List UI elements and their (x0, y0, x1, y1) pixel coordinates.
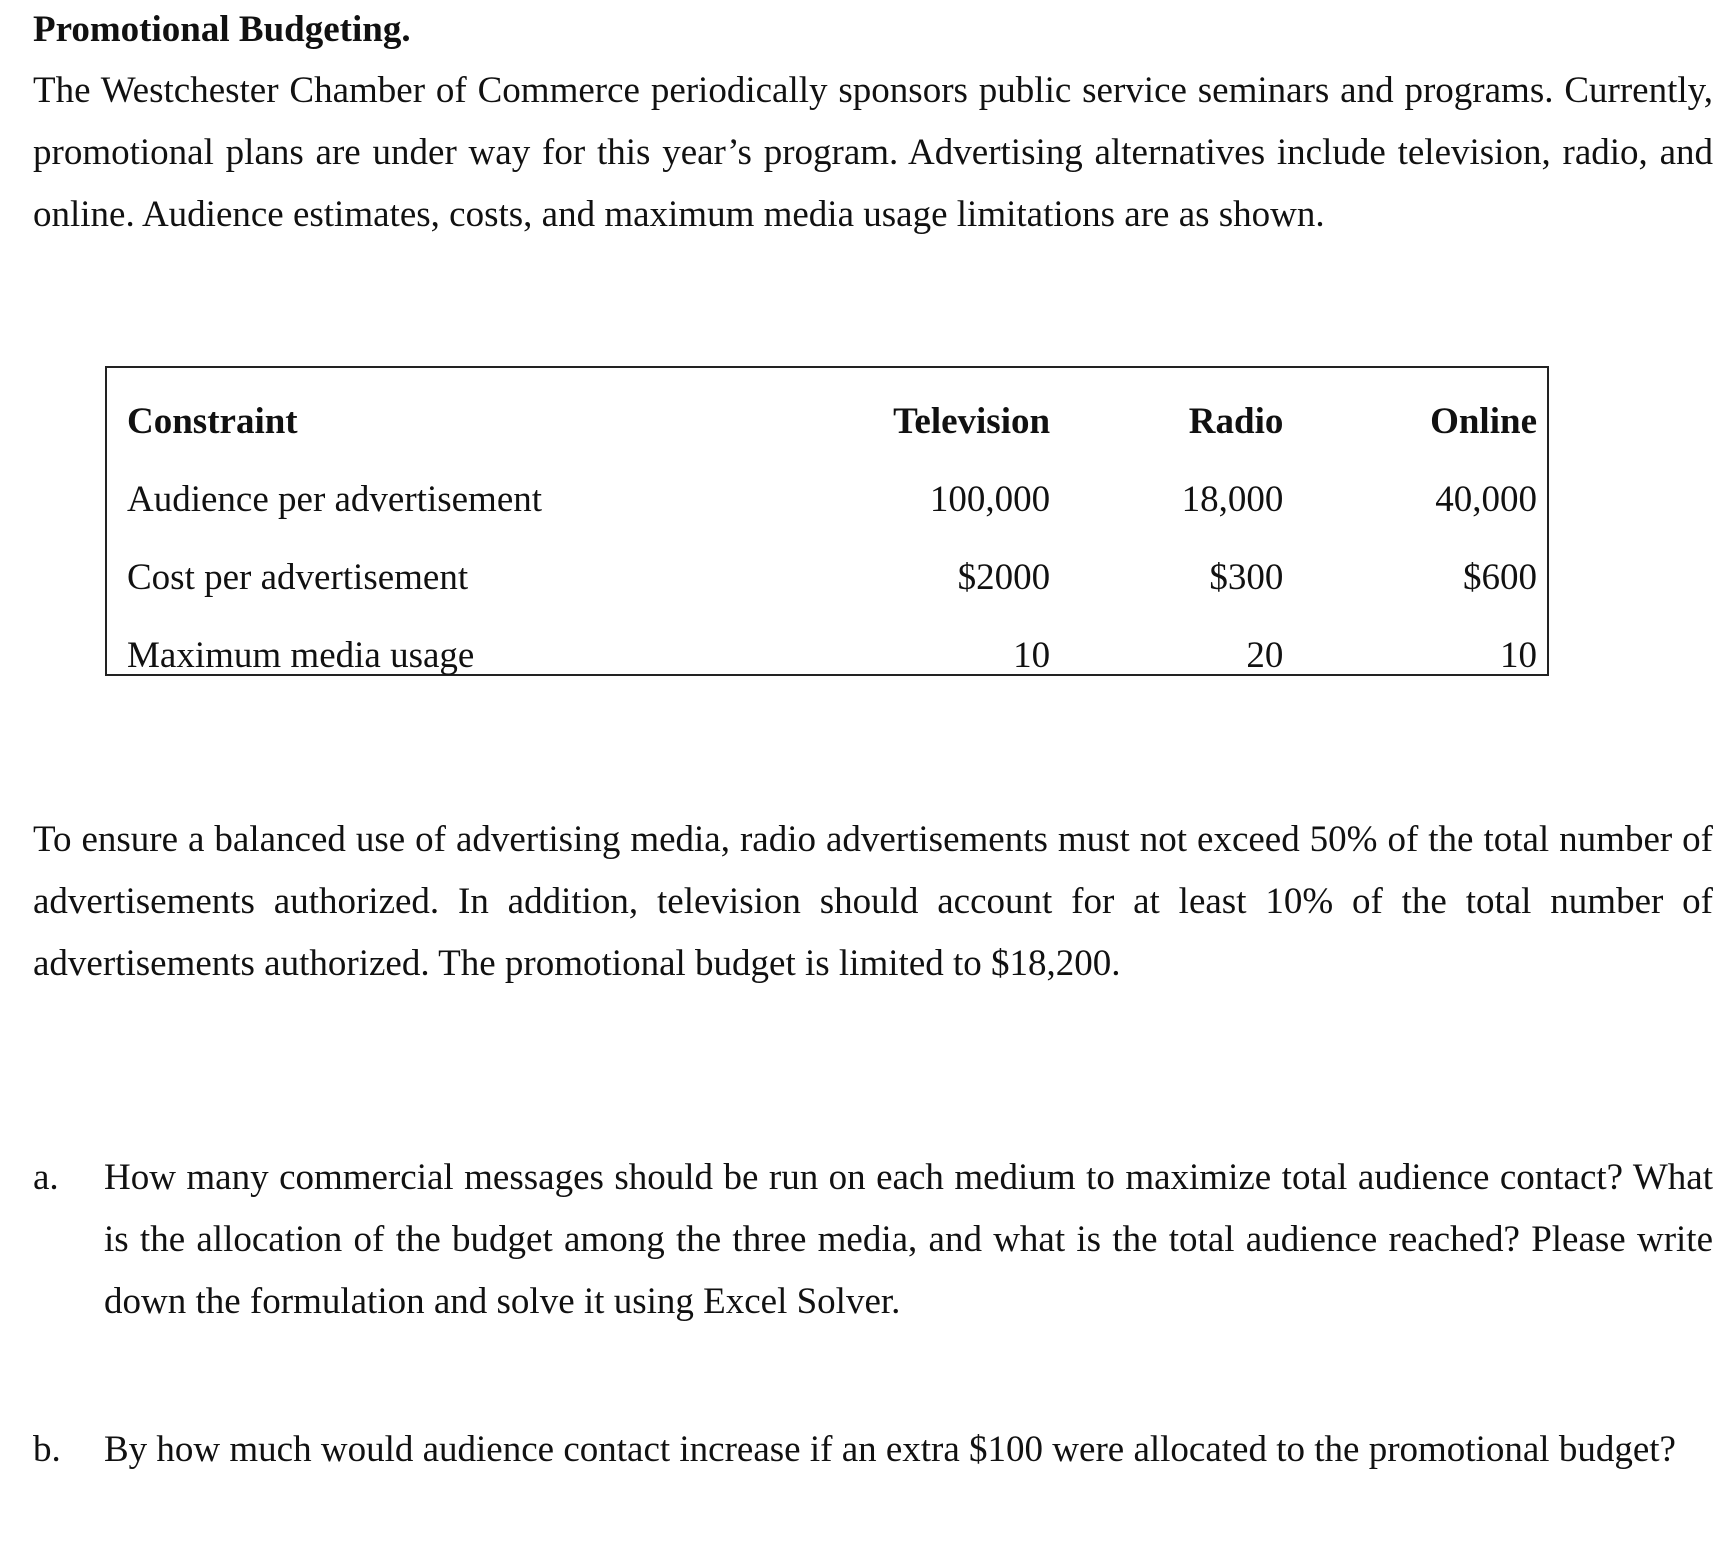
header-television: Television (893, 400, 1051, 442)
intro-paragraph: The Westchester Chamber of Commerce periodically sponsors public service seminars and programs. Currently, promotional plans are under way for this year’s program. Advertising alternatives include television, radio, and online. Audience estimates, costs, and maximum media usage limitations are as shown. (33, 70, 1713, 235)
cell-radio: 18,000 (1181, 478, 1284, 520)
media-constraints-table (127, 382, 1537, 694)
row-label: Cost per advertisement (127, 556, 469, 598)
header-online: Online (1430, 400, 1537, 442)
cell-radio: $300 (1209, 556, 1284, 598)
cell-television: $2000 (957, 556, 1051, 598)
header-constraint: Constraint (127, 400, 298, 442)
table-header-row (127, 382, 1537, 460)
cell-online: $600 (1463, 556, 1537, 598)
table-row (127, 460, 1537, 538)
question-marker: b. (33, 1429, 61, 1470)
cell-online: 10 (1500, 634, 1537, 676)
question-marker: a. (33, 1157, 59, 1198)
balance-paragraph: To ensure a balanced use of advertising media, radio advertisements must not exceed 50% of the total number of advertisements authorized. In addition, television should account for at least 10% of the total number of advertisements authorized. The promotional budget is limited to $18,200. (33, 819, 1713, 984)
table-row (127, 616, 1537, 694)
question-text: By how much would audience contact increase if an extra $100 were allocated to the promotional budget? (104, 1429, 1676, 1470)
cell-television: 100,000 (929, 478, 1051, 520)
cell-online: 40,000 (1435, 478, 1537, 520)
question-text: How many commercial messages should be run on each medium to maximize total audience contact? What is the allocation of the budget among the three media, and what is the total audience reached? Please write down the formulation and solve it using Excel Solver. (104, 1157, 1713, 1322)
row-label: Audience per advertisement (127, 478, 543, 520)
table-row (127, 538, 1537, 616)
cell-radio: 20 (1246, 634, 1284, 676)
problem-title: Promotional Budgeting. (33, 9, 411, 50)
header-radio: Radio (1188, 400, 1284, 442)
media-constraints-table-box (105, 366, 1549, 676)
cell-television: 10 (1013, 634, 1051, 676)
row-label: Maximum media usage (127, 634, 475, 676)
